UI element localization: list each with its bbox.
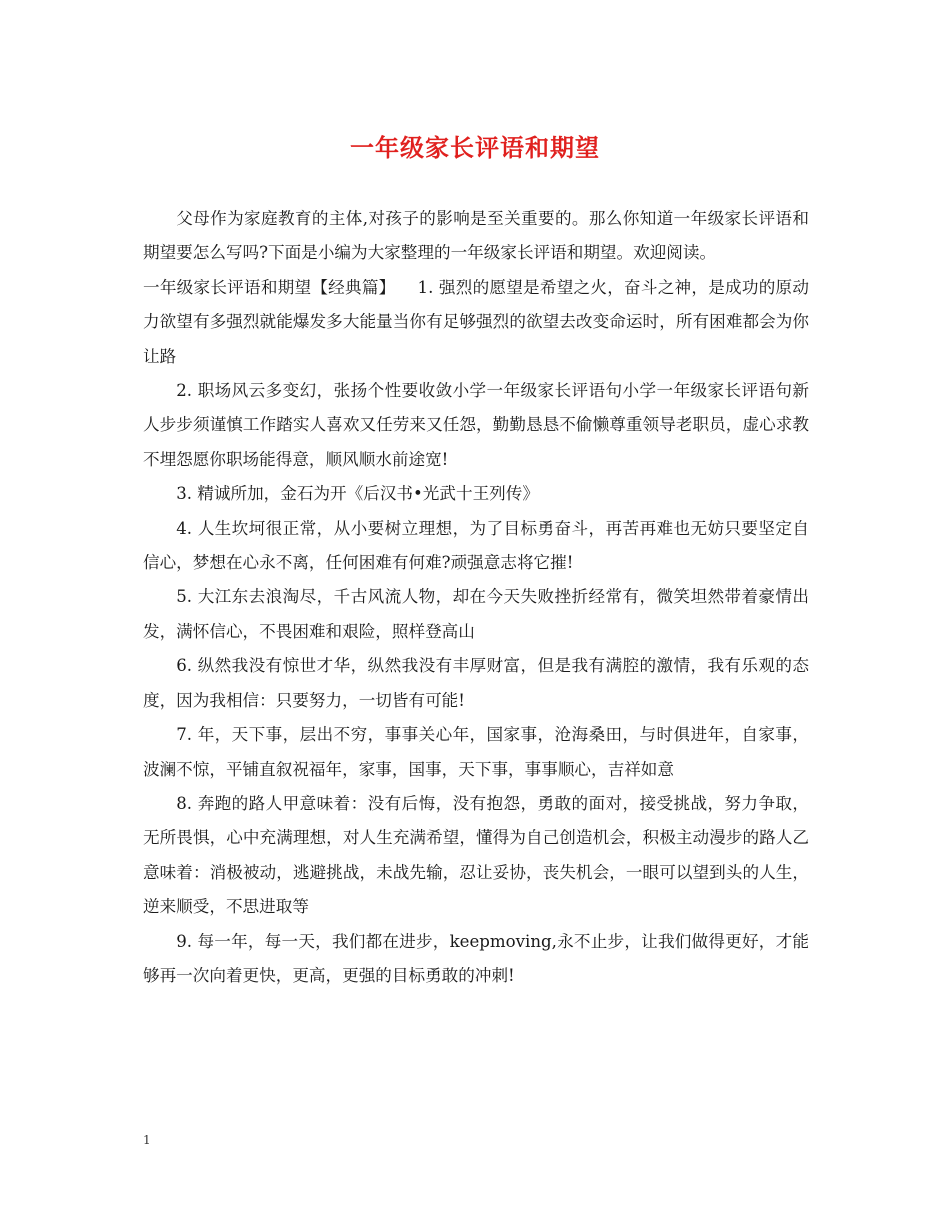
paragraph-item-1: 一年级家长评语和期望【经典篇】 1. 强烈的愿望是希望之火，奋斗之神，是成功的原动力欲望有多强烈就能爆发多大能量当你有足够强烈的欲望去改变命运时，所有困难都会为你让路 xyxy=(143,277,809,366)
paragraph-item-7: 7. 年，天下事，层出不穷，事事关心年，国家事，沧海桑田，与时俱进年，自家事，波澜不惊，平铺直叙祝福年，家事，国事，天下事，事事顺心，吉祥如意 xyxy=(143,725,809,779)
paragraph-intro: 父母作为家庭教育的主体,对孩子的影响是至关重要的。那么你知道一年级家长评语和期望要怎么写吗?下面是小编为大家整理的一年级家长评语和期望。欢迎阅读。 xyxy=(143,209,809,263)
paragraph-item-3: 3. 精诚所加，金石为开《后汉书•光武十王列传》 xyxy=(176,484,539,504)
document-title: 一年级家长评语和期望 xyxy=(350,133,600,162)
paragraph-item-4: 4. 人生坎坷很正常，从小要树立理想，为了目标勇奋斗，再苦再难也无妨只要坚定自信心，梦想在心永不离，任何困难有何难?顽强意志将它摧! xyxy=(143,518,809,573)
paragraph-item-8: 8. 奔跑的路人甲意味着：没有后悔，没有抱怨，勇敢的面对，接受挑战，努力争取，无所畏惧，心中充满理想，对人生充满希望，懂得为自己创造机会，积极主动漫步的路人乙意味着：消极被动，逃避挑战，未战先输，忍让妥协，丧失机会，一眼可以望到头的人生，逆来顺受，不思进取等 xyxy=(143,793,809,917)
paragraph-item-6: 6. 纵然我没有惊世才华，纵然我没有丰厚财富，但是我有满腔的激情，我有乐观的态度，因为我相信：只要努力，一切皆有可能! xyxy=(143,656,809,710)
paragraph-item-9: 9. 每一年，每一天，我们都在进步，keepmoving,永不止步，让我们做得更好，才能够再一次向着更快，更高，更强的目标勇敢的冲刺! xyxy=(143,931,809,985)
document-body xyxy=(143,202,809,993)
page-number: 1 xyxy=(143,1133,151,1147)
paragraph-item-5: 5. 大江东去浪淘尽，千古风流人物，却在今天失败挫折经常有，微笑坦然带着豪情出发，满怀信心，不畏困难和艰险，照样登高山 xyxy=(143,587,809,641)
paragraph-item-2: 2. 职场风云多变幻，张扬个性要收敛小学一年级家长评语句小学一年级家长评语句新人步步须谨慎工作踏实人喜欢又任劳来又任怨，勤勤恳恳不偷懒尊重领导老职员，虚心求教不埋怨愿你职场能得意，顺风顺水前途宽! xyxy=(143,381,809,469)
